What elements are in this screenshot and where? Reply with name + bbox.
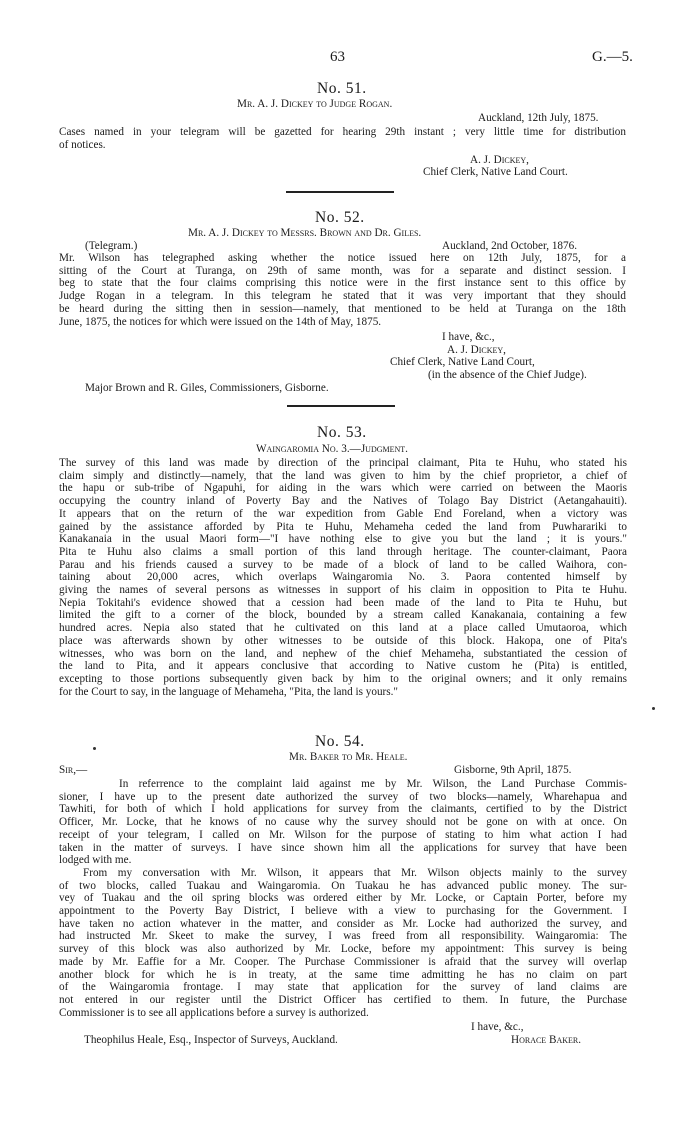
body-line: made by Mr. Eaffie for a Mr. Cooper. The Purchase Commissioner is afraid that the survey will overlap — [59, 955, 627, 968]
body-line: Cases named in your telegram will be gazetted for hearing 29th instant ; very little time for distribution — [59, 126, 626, 138]
body-line: receipt of your telegram, I called on Mr. Wilson for the purpose of stating to him what action I had — [59, 828, 627, 841]
body-line: gained by the assistance afforded by Pita te Huhu, Mehameha ceded the land from Puwharariki to — [59, 520, 627, 533]
body-line: of the Waingaromia frontage. I may state that application for the survey of land claims are — [59, 981, 627, 994]
body-line: for the Court to say, in the language of Mehameha, "Pita, the land is yours." — [59, 685, 398, 698]
section-52-body — [59, 252, 626, 328]
body-line: hundred acres. Nepia also stated that he cultivated on this land at a place called Umutaoroa, which — [59, 622, 627, 635]
body-line: Officer, Mr. Locke, that he knows of no cause why the survey should not be gone on with at once. On — [59, 816, 627, 829]
section-52-number: No. 52. — [315, 209, 365, 226]
body-line: the hapu or sub-tribe of Ngapuhi, for aiding in the wars which were carried on between the Maoris — [59, 482, 627, 495]
body-line: of notices. — [59, 138, 106, 151]
body-line: giving the names of several persons as witnesses in support of his claim in opposition to Pita te Huhu. — [59, 584, 627, 597]
body-line: beg to state that the four claims comprising this notice were in the first instance sent to this office by — [59, 277, 626, 290]
body-line: Mr. Wilson has telegraphed asking whether the notice issued here on 12th July, 1875, for a — [59, 252, 626, 264]
body-line: appointment to the Poverty Bay District, I believe with a view to purchasing for the Government. I — [59, 905, 627, 918]
section-divider — [286, 191, 394, 193]
page-number: 63 — [330, 49, 345, 65]
body-line: not entered in our register until the District Officer has certified to them. In future, the Purchase — [59, 993, 627, 1006]
body-line: Parau and his friends caused a survey to be made of a block of land to be called Waihora, con- — [59, 558, 627, 571]
section-54-closing: I have, &c., — [471, 1021, 524, 1033]
body-line: taken in the matter of surveys. I have since shown him all the applications for survey that have been — [59, 841, 627, 854]
body-line: taining about 20,000 acres, which overlaps Waingaromia No. 3. Paora contented himself by — [59, 571, 627, 584]
body-line: Commissioner is to see all applications before a survey is authorized. — [59, 1006, 369, 1019]
body-line: the land to Pita, and it appears conclusive that according to Native custom he (Pita) is entitled, — [59, 660, 627, 673]
section-divider — [287, 405, 395, 407]
body-line: Kanakanaia in the usual Maori form—"I have nothing else to give you but the land ; it is yours." — [59, 533, 627, 546]
body-line: From my conversation with Mr. Wilson, it appears that Mr. Wilson objects mainly to the survey — [83, 866, 627, 879]
section-52-title: Mr. A. J. Dickey to Messrs. Brown and Dr. Giles. — [188, 227, 422, 239]
margin-mark — [93, 747, 96, 750]
section-51-signature: A. J. Dickey, — [470, 154, 529, 166]
section-52-place-date: Auckland, 2nd October, 1876. — [442, 240, 578, 252]
section-54-title: Mr. Baker to Mr. Heale. — [289, 751, 408, 763]
body-line: sitting of the Court at Turanga, on 29th of same month, was for a separate and distinct session. I — [59, 264, 626, 277]
body-line: Tawhiti, for both of which I hold applications for survey from the claimants, certified to by the District — [59, 803, 627, 816]
body-line: vey of Tuakau and the oil spring blocks was ordered either by Mr. Locke, or Captain Porter, before my — [59, 892, 627, 905]
section-54-number: No. 54. — [315, 733, 365, 750]
section-54-salutation: Sir,— — [59, 764, 88, 776]
section-54-place-date: Gisborne, 9th April, 1875. — [454, 764, 572, 776]
body-line: In referrence to the complaint laid against me by Mr. Wilson, the Land Purchase Commis- — [119, 778, 627, 790]
body-line: occupying the country inland of Poverty Bay and the Natives of Tolago Bay District (Aetangahauiti). — [59, 495, 627, 508]
body-line: Judge Rogan in a telegram. In this telegram he stated that it was very important that they should — [59, 290, 626, 303]
section-54-signature: Horace Baker. — [511, 1034, 582, 1046]
section-52-signature: A. J. Dickey, — [447, 344, 506, 356]
body-line: The survey of this land was made by direction of the principal claimant, Pita te Huhu, who stated his — [59, 457, 627, 469]
section-52-sign-title: Chief Clerk, Native Land Court, — [390, 356, 535, 368]
body-line: excepting to those portions subsequently given back by him to the original owners; and it only remains — [59, 672, 627, 685]
body-line: had instructed Mr. Skeet to make the survey, I was freed from all responsibility. Waingaromia: The — [59, 930, 627, 943]
section-53-number: No. 53. — [317, 424, 367, 441]
section-52-closing: I have, &c., — [442, 331, 495, 343]
document-reference: G.—5. — [592, 49, 633, 65]
section-54-addressee: Theophilus Heale, Esq., Inspector of Surveys, Auckland. — [84, 1034, 338, 1046]
section-51-number: No. 51. — [317, 80, 367, 97]
section-51-title: Mr. A. J. Dickey to Judge Rogan. — [237, 98, 393, 110]
section-54-body — [59, 778, 627, 1019]
body-line: witnesses, who was born on the land, and nephew of the chief Mehameha, substantiated the cession of — [59, 647, 627, 660]
section-53-title: Waingaromia No. 3.—Judgment. — [256, 443, 408, 455]
body-line: Nepia Tokitahi's evidence showed that a cession had been made of the land to Pita te Huhu, but — [59, 596, 627, 609]
body-line: lodged with me. — [59, 854, 132, 867]
body-line: survey of this block was also authorized by Mr. Locke, before my appointment: This survey is being — [59, 943, 627, 956]
body-line: another block for which he is in treaty, at the same time admitting he has no claim on part — [59, 968, 627, 981]
margin-mark — [652, 707, 655, 710]
section-51-place-date: Auckland, 12th July, 1875. — [478, 112, 599, 124]
body-line: Pita te Huhu also claims a small portion of this land through heritage. The counter-claimant, Paora — [59, 545, 627, 558]
section-52-addressee: Major Brown and R. Giles, Commissioners, Gisborne. — [85, 382, 329, 394]
body-line: June, 1875, the notices for which were issued on the 14th of May, 1875. — [59, 315, 382, 328]
body-line: be heard during the sitting then in session—namely, that mentioned to be held at Turanga on the 18th — [59, 302, 626, 315]
section-51-body — [59, 126, 626, 151]
body-line: limited the gift to a corner of the block, bounded by a stream called Kanakanaia, containing a few — [59, 609, 627, 622]
body-line: place was afterwards shown by other witnesses to be outside of this block. Hakopa, one of Pita's — [59, 634, 627, 647]
section-52-telegram-label: (Telegram.) — [85, 240, 138, 252]
body-line: It appears that on the return of the war expedition from Gable End Foreland, when a victory was — [59, 507, 627, 520]
body-line: of two blocks, called Tuakau and Waingaromia. On Tuakau he has advanced public money. The sur- — [59, 879, 627, 892]
section-53-body — [59, 457, 627, 698]
section-51-sign-title: Chief Clerk, Native Land Court. — [423, 166, 568, 178]
body-line: have taken no action whatever in the matter, and consider as Mr. Locke had authorized the survey, and — [59, 917, 627, 930]
body-line: claim simply and distinctly—namely, that the land was given to him by the chief proprietor, a chief of — [59, 469, 627, 482]
body-line: sioner, I have up to the present date authorized the survey of two blocks—namely, Wharehapua and — [59, 790, 627, 803]
section-52-sign-note: (in the absence of the Chief Judge). — [428, 369, 587, 381]
